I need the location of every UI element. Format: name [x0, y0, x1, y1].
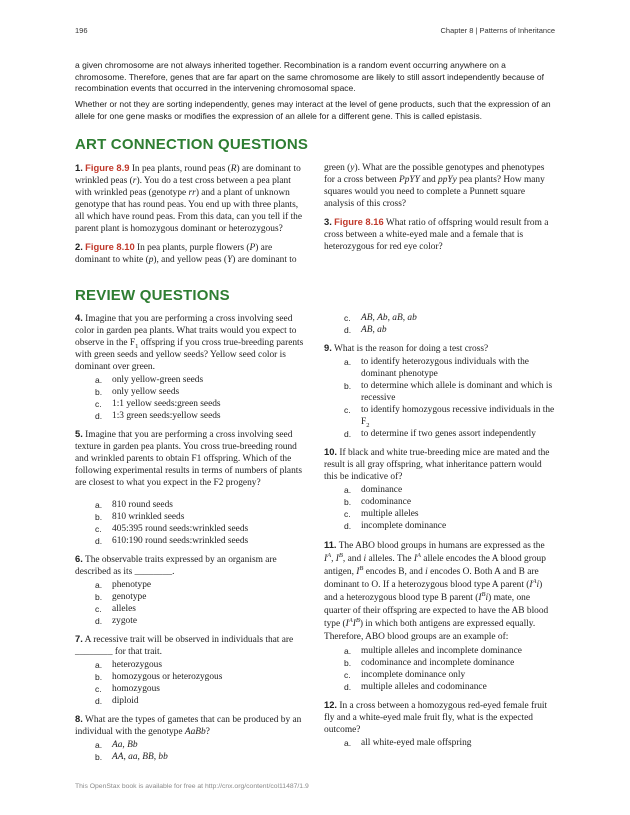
answer-options [324, 356, 556, 440]
figure-link[interactable]: Figure 8.10 [85, 241, 135, 252]
page-footer: This OpenStax book is available for free at http://cnx.org/content/col11487/1.9 [75, 783, 309, 790]
question-8-continued [324, 312, 556, 336]
answer-option[interactable]: d. incomplete dominance [344, 521, 447, 531]
question-12: 12. In a cross between a homozygous red-eyed female fruit fly and a white-eyed male fruit fly, what is the expected outcome? a. all white-eyed male offspring [324, 699, 556, 749]
answer-option[interactable]: c. homozygous [95, 684, 160, 694]
question-11: 11. The ABO blood groups in humans are expressed as the $I^A$, $I^B$, and i alleles. The $I^A$ allele encodes the A blood group antigen, $I^B$ encodes B, and i encodes O. Both A and B are dominant to O. If a heterozygous blood type A parent $(I^Ai)$ and a heterozygous blood type B parent $(I^Bi)$ mate, one quarter of their offspring are expected to have the AB blood type $(I^AI^B)$ in which both antigens are expressed equally. Therefore, ABO blood groups are an example of: a. multiple alleles and incomplete dominance b. codominance and incomplete dominance c. incomplete dominance only d. multiple alleles and codominance [324, 538, 556, 693]
answer-option[interactable]: c. multiple alleles [344, 509, 419, 519]
question-5: 5. Imagine that you are performing a cross involving seed texture in garden pea plants. You cross true-breeding round and wrinkled parents to obtain F1 offspring. Which of the following experimental results in terms of numbers of plants are closest to what you expect in the F2 progeny? a. 810 round seeds b. 810 wrinkled seeds c. 405:395 round seeds:wrinkled seeds d. 610:190 round seeds:wrinkled seeds [75, 428, 307, 547]
intro-paragraph: a given chromosome are not always inherited together. Recombination is a random event occurring anywhere on a chromosome. Therefore, genes that are far apart on the same chromosome are likely to still assort independently because of recombination events that occurred in the intervening chromosomal space. [75, 60, 545, 93]
answer-option[interactable]: b. 810 wrinkled seeds [95, 512, 185, 522]
answer-option[interactable]: a. multiple alleles and incomplete dominance [344, 646, 522, 656]
answer-options [75, 499, 307, 547]
question-2-continued: green (y). What are the possible genotypes and phenotypes for a cross between PpYY and ppYy pea plants? How many squares would you need to complete a Punnett square analysis of this cross? [324, 163, 545, 209]
answer-option[interactable]: d. diploid [95, 696, 139, 706]
chapter-title: Chapter 8 | Patterns of Inheritance [440, 26, 555, 35]
section-title-art-connection: ART CONNECTION QUESTIONS [75, 136, 309, 153]
answer-options [75, 579, 307, 627]
answer-options [324, 484, 556, 532]
question-10: 10. If black and white true-breeding mice are mated and the result is all gray offspring, what inheritance pattern would this be indicative of? a. dominance b. codominance c. multiple alleles d. incomplete dominance [324, 446, 556, 532]
answer-options [75, 739, 307, 763]
answer-option[interactable]: a. 810 round seeds [95, 500, 173, 510]
question-9: 9. What is the reason for doing a test cross? a. to identify heterozygous individuals with the dominant phenotype b. to determine which allele is dominant and which is recessive c. to identify homozygous recessive individuals in the $F_2$ d. to determine if two genes assort independently [324, 342, 555, 439]
answer-option[interactable]: d. multiple alleles and codominance [344, 682, 487, 692]
answer-option[interactable]: b. only yellow seeds [95, 387, 180, 397]
intro-paragraph: Whether or not they are sorting independently, genes may interact at the level of gene products, such that the expression of an allele for one gene masks or modifies the expression of an allele for a different gene. This is called epistasis. [75, 99, 551, 121]
answer-option[interactable]: d. 610:190 round seeds:wrinkled seeds [95, 536, 249, 546]
answer-option[interactable]: a. dominance [344, 485, 403, 495]
answer-options [75, 374, 307, 422]
answer-options [75, 659, 307, 707]
answer-option[interactable]: b. codominance and incomplete dominance [344, 658, 515, 668]
art-questions-left [75, 162, 307, 272]
answer-option[interactable]: d. zygote [95, 616, 137, 626]
answer-option[interactable]: c. 405:395 round seeds:wrinkled seeds [95, 524, 249, 534]
answer-option[interactable]: b. homozygous or heterozygous [95, 672, 223, 682]
answer-options [324, 645, 556, 693]
answer-option[interactable]: d. AB, ab [344, 325, 387, 335]
page-header [75, 26, 555, 38]
question-2: 2. Figure 8.10 In pea plants, purple flowers (P) are dominant to white (p), and yellow peas (Y) are dominant to [75, 241, 297, 265]
answer-option[interactable]: b. genotype [95, 592, 147, 602]
answer-option[interactable]: a. all white-eyed male offspring [344, 738, 472, 748]
answer-option[interactable]: b. codominance [344, 497, 411, 507]
answer-option[interactable]: d. to determine if two genes assort independently [344, 429, 536, 439]
review-questions-left [75, 312, 307, 769]
answer-option[interactable]: a. to identify heterozygous individuals with the dominant phenotype [344, 357, 529, 379]
answer-option[interactable]: b. to determine which allele is dominant and which is recessive [344, 381, 553, 403]
answer-option[interactable]: c. AB, Ab, aB, ab [344, 313, 417, 323]
answer-option[interactable]: a. phenotype [95, 580, 152, 590]
answer-option[interactable]: c. 1:1 yellow seeds:green seeds [95, 399, 221, 409]
answer-option[interactable]: c. to identify homozygous recessive individuals in the $F_2$ [344, 405, 555, 429]
answer-option[interactable]: a. Aa, Bb [95, 740, 138, 750]
question-7: 7. A recessive trait will be observed in individuals that are ________ for that trait. a. heterozygous b. homozygous or heterozygous c. homozygous d. diploid [75, 633, 307, 707]
figure-link[interactable]: Figure 8.16 [334, 216, 384, 227]
answer-options [324, 312, 556, 336]
answer-option[interactable]: b. AA, aa, BB, bb [95, 752, 168, 762]
answer-option[interactable]: a. only yellow-green seeds [95, 375, 204, 385]
question-6: 6. The observable traits expressed by an organism are described as its ________. a. phenotype b. genotype c. alleles d. zygote [75, 553, 307, 627]
intro-text [75, 60, 555, 127]
answer-option[interactable]: c. alleles [95, 604, 136, 614]
figure-link[interactable]: Figure 8.9 [85, 162, 130, 173]
answer-options [324, 737, 556, 749]
question-1: 1. Figure 8.9 In pea plants, round peas (R) are dominant to wrinkled peas (r). You do a test cross between a pea plant with wrinkled peas (genotype rr) and a plant of unknown genotype that has round peas. You end up with three plants, all which have round peas. From this data, can you tell if the parent plant is homozygous dominant or heterozygous? [75, 162, 303, 234]
question-3: 3. Figure 8.16 What ratio of offspring would result from a cross between a white-eyed male and a female that is heterozygous for red eye color? [324, 216, 549, 252]
section-title-review: REVIEW QUESTIONS [75, 287, 230, 304]
answer-option[interactable]: d. 1:3 green seeds:yellow seeds [95, 411, 221, 421]
review-questions-right [324, 312, 556, 755]
answer-option[interactable]: a. heterozygous [95, 660, 162, 670]
question-8: 8. What are the types of gametes that can be produced by an individual with the genotype AaBb? a. Aa, Bb b. AA, aa, BB, bb [75, 713, 307, 763]
art-questions-right [324, 162, 556, 259]
answer-option[interactable]: c. incomplete dominance only [344, 670, 466, 680]
page-number: 196 [75, 26, 88, 35]
question-4: 4. Imagine that you are performing a cross involving seed color in garden pea plants. What traits would you expect to observe in the $F_1$ offspring if you cross true-breeding parents with green seeds and yellow seeds? Yellow seed color is dominant over green. a. only yellow-green seeds b. only yellow seeds c. 1:1 yellow seeds:green seeds d. 1:3 green seeds:yellow seeds [75, 312, 307, 422]
